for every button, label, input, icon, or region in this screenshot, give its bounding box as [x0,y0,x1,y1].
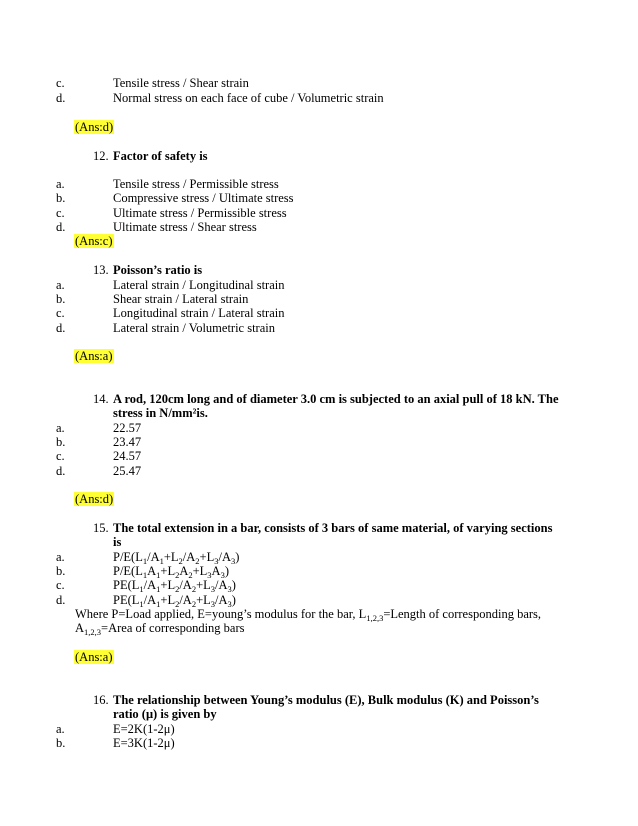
option-letter: d. [56,91,66,105]
answer-highlight: (Ans:c) [75,234,113,248]
option-text: Lateral strain / Volumetric strain [113,321,275,335]
option-letter: b. [56,292,66,306]
option-letter: b. [56,564,66,578]
question-text-continued: stress in N/mm²is. [113,406,208,420]
option-formula: $PE(L_1/A_1+L_2/A_2+L_3/A_3)$ [113,578,236,594]
option-text: 23.47 [113,435,142,449]
question-text: The total extension in a bar, consists of 3 bars of same material, of varying sections [113,521,553,535]
option-text: Tensile stress / Shear strain [113,76,249,90]
option-formula: $P/E(L_1A_1+L_2A_2+L_3A_3)$ [113,564,229,580]
option-letter: d. [56,220,66,234]
option-text: E=2K(1-2μ) [113,722,175,736]
option-letter: a. [56,550,65,564]
answer-highlight: (Ans:d) [75,492,114,506]
option-letter: c. [56,578,65,592]
option-text: Lateral strain / Longitudinal strain [113,278,285,292]
option-letter: b. [56,435,66,449]
option-letter: b. [56,736,66,750]
option-letter: a. [56,722,65,736]
option-text: Normal stress on each face of cube / Volumetric strain [113,91,384,105]
option-text: Tensile stress / Permissible stress [113,177,279,191]
option-text: 22.57 [113,421,142,435]
option-letter: d. [56,321,66,335]
question-text: Factor of safety is [113,149,208,163]
question-number: 15. [93,521,109,535]
question-text: The relationship between Young’s modulus (E), Bulk modulus (K) and Poisson’s [113,693,539,707]
question-number: 16. [93,693,109,707]
option-text: 24.57 [113,449,142,463]
question-text-continued: ratio (μ) is given by [113,707,217,721]
option-formula: $PE(L_1/A_1+L_2/A_2+L_3/A_3)$ [113,593,236,609]
option-text: Longitudinal strain / Lateral strain [113,306,285,320]
option-letter: a. [56,421,65,435]
option-letter: c. [56,76,65,90]
option-text: Ultimate stress / Permissible stress [113,206,287,220]
answer-highlight: (Ans:d) [75,120,114,134]
question-text-continued: is [113,535,122,549]
option-text: 25.47 [113,464,142,478]
option-letter: c. [56,306,65,320]
option-letter: a. [56,177,65,191]
option-formula: $P/E(L_1/A_1+L_2/A_2+L_3/A_3)$ [113,550,240,566]
question-number: 13. [93,263,109,277]
answer-highlight: (Ans:a) [75,349,113,363]
option-letter: b. [56,191,66,205]
option-text: Ultimate stress / Shear stress [113,220,257,234]
formula-note-continued: $A_{1,2,3}=Area$ of corresponding bars [75,621,245,637]
option-text: Shear strain / Lateral strain [113,292,249,306]
option-letter: d. [56,464,66,478]
option-text: E=3K(1-2μ) [113,736,175,750]
question-text: Poisson’s ratio is [113,263,203,277]
question-number: 12. [93,149,109,163]
formula-note: Where P=Load applied, E=young’s modulus for the bar, $L_{1,2,3}=Length$ of corresponding bars, [75,607,542,623]
question-text: A rod, 120cm long and of diameter 3.0 cm is subjected to an axial pull of 18 kN. The [113,392,559,406]
option-letter: c. [56,449,65,463]
option-text: Compressive stress / Ultimate stress [113,191,294,205]
answer-highlight: (Ans:a) [75,650,113,664]
question-number: 14. [93,392,109,406]
option-letter: d. [56,593,66,607]
option-letter: c. [56,206,65,220]
option-letter: a. [56,278,65,292]
